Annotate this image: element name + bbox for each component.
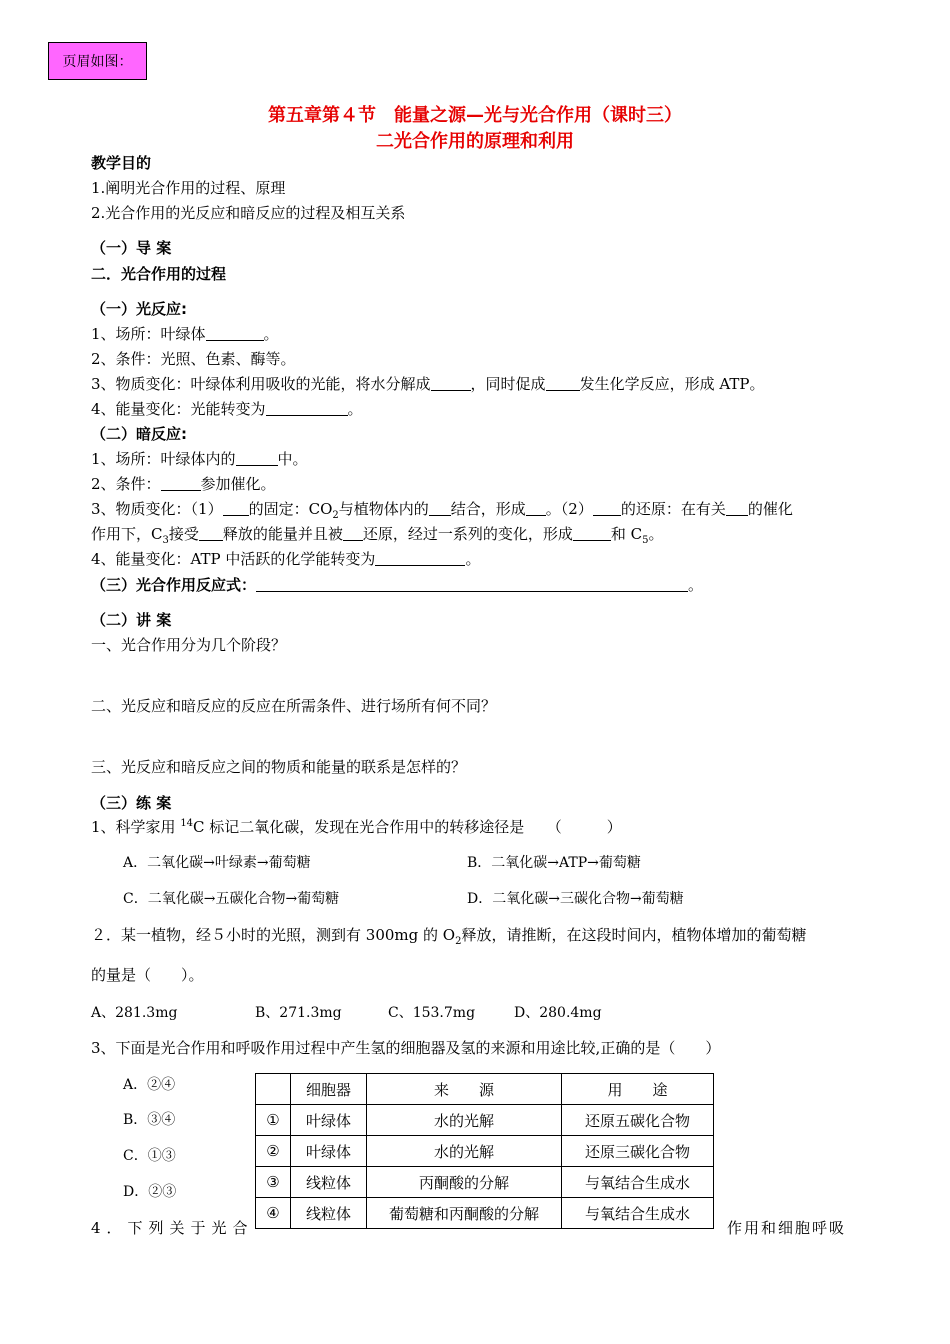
lecture-question: 三、光反应和暗反应之间的物质和能量的联系是怎样的？ [91, 758, 467, 776]
text: 与植物体内的 [338, 500, 429, 518]
table-cell: 线粒体 [291, 1198, 367, 1229]
table-header-cell: 来 源 [367, 1074, 562, 1105]
comparison-table [255, 1073, 714, 1229]
blank [223, 500, 249, 516]
lecture-question: 二、光反应和暗反应的反应在所需条件、进行场所有何不同？ [91, 697, 497, 715]
table-cell: ① [256, 1105, 291, 1136]
option-a: A、281.3mg [91, 1005, 178, 1021]
text: 参加催化。 [200, 475, 276, 493]
table-header-cell: 细胞器 [291, 1074, 367, 1105]
text: 2、条件： [91, 475, 161, 493]
option-d: D、280.4mg [514, 1005, 602, 1021]
text: ，同时促成 [470, 375, 546, 393]
blank [343, 525, 363, 541]
question-4-left: 4．下列关于光合 [91, 1219, 254, 1237]
blank [266, 400, 348, 416]
text: 1、场所：叶绿体 [91, 325, 206, 343]
table-cell: 水的光解 [367, 1105, 562, 1136]
blank [593, 500, 621, 516]
text: 3、物质变化：叶绿体利用吸收的光能，将水分解成 [91, 375, 431, 393]
text: 结合，形成 [450, 500, 526, 518]
blank [431, 375, 471, 391]
text: （三）光合作用反应式： [91, 576, 257, 594]
lecture-heading: （二）讲 案 [91, 611, 172, 629]
question-1 [91, 816, 622, 837]
text: 释放的能量并且被 [222, 525, 343, 543]
lecture-question: 一、光合作用分为几个阶段？ [91, 636, 287, 654]
goal-item: 2.光合作用的光反应和暗反应的过程及相互关系 [91, 204, 406, 222]
blank [256, 576, 688, 592]
section-heading: 二．光合作用的过程 [91, 265, 227, 283]
light-line-4 [91, 398, 363, 419]
blank [199, 525, 223, 541]
table-cell: 还原三碳化合物 [562, 1136, 714, 1167]
text: 。 [648, 525, 664, 543]
equation-line [91, 574, 703, 595]
table-cell: 丙酮酸的分解 [367, 1167, 562, 1198]
option-a: A．②④ [123, 1077, 176, 1093]
dark-line-2 [91, 473, 276, 494]
option-d: D．②③ [123, 1184, 177, 1200]
header-box: 页眉如图： [48, 42, 147, 80]
table-row [256, 1167, 714, 1198]
blank [206, 325, 264, 341]
question-3: 3、下面是光合作用和呼吸作用过程中产生氢的细胞器及氢的来源和用途比较,正确的是（ ） [91, 1039, 721, 1057]
subscript: 2 [332, 510, 339, 521]
text: 接受 [168, 525, 199, 543]
table-header-row [256, 1074, 714, 1105]
page-title: 第五章第４节 能量之源—光与光合作用（课时三） [268, 105, 682, 126]
question-4-right: 作用和细胞呼吸 [727, 1219, 847, 1237]
option-b: B、271.3mg [255, 1005, 342, 1021]
option-d: D．二氧化碳→三碳化合物→葡萄糖 [467, 891, 684, 907]
light-reaction-heading: （一）光反应: [91, 300, 187, 318]
text: 作用下，C [91, 525, 163, 543]
subscript: 3 [162, 535, 169, 546]
table-cell: 水的光解 [367, 1136, 562, 1167]
text: 。 [688, 576, 704, 594]
text: 。（2） [545, 500, 593, 518]
option-a: A．二氧化碳→叶绿素→葡萄糖 [123, 855, 311, 871]
light-line-3 [91, 373, 764, 394]
table-row [256, 1136, 714, 1167]
text: 还原，经过一系列的变化，形成 [362, 525, 573, 543]
table-cell: ④ [256, 1198, 291, 1229]
text: 1、科学家用 [91, 818, 181, 836]
blank [161, 475, 201, 491]
table-cell: 还原五碳化合物 [562, 1105, 714, 1136]
table-cell: 叶绿体 [291, 1105, 367, 1136]
text: 1、场所：叶绿体内的 [91, 450, 236, 468]
option-b: B．二氧化碳→ATP→葡萄糖 [467, 855, 641, 871]
text: C 标记二氧化碳，发现在光合作用中的转移途径是 （ ） [193, 818, 622, 836]
practice-heading: （三）练 案 [91, 794, 172, 812]
text: 。 [263, 325, 279, 343]
text: 的固定：CO [248, 500, 333, 518]
subscript: 2 [455, 936, 462, 947]
subscript: 5 [642, 535, 649, 546]
table-cell: 叶绿体 [291, 1136, 367, 1167]
blank [546, 375, 580, 391]
question-2-line-2: 的量是（ ）。 [91, 966, 204, 984]
table-header-cell: 用 途 [562, 1074, 714, 1105]
light-line-1 [91, 323, 279, 344]
blank [726, 500, 748, 516]
guide-heading: （一）导 案 [91, 239, 172, 257]
text: 。 [465, 550, 481, 568]
option-c: C．①③ [123, 1148, 176, 1164]
page-subtitle: 二光合作用的原理和利用 [376, 131, 574, 152]
dark-reaction-heading: （二）暗反应: [91, 425, 187, 443]
blank [429, 500, 451, 516]
option-c: C．二氧化碳→五碳化合物→葡萄糖 [123, 891, 340, 907]
text: 4、能量变化：ATP 中活跃的化学能转变为 [91, 550, 376, 568]
dark-line-1 [91, 448, 308, 469]
option-b: B．③④ [123, 1112, 176, 1128]
text: 。 [347, 400, 363, 418]
blank [236, 450, 278, 466]
table-cell: ② [256, 1136, 291, 1167]
superscript: 14 [180, 818, 194, 829]
blank [375, 550, 465, 566]
text: 中。 [277, 450, 308, 468]
text: 的还原：在有关 [620, 500, 726, 518]
table-cell: 葡萄糖和丙酮酸的分解 [367, 1198, 562, 1229]
table-cell: ③ [256, 1167, 291, 1198]
light-line-2: 2、条件：光照、色素、酶等。 [91, 350, 296, 368]
text: ２．某一植物，经５小时的光照，测到有 300mg 的 O [91, 926, 456, 944]
text: 4、能量变化：光能转变为 [91, 400, 266, 418]
goals-heading: 教学目的 [91, 154, 152, 172]
text: 的催化 [747, 500, 793, 518]
table-row [256, 1198, 714, 1229]
option-c: C、153.7mg [388, 1005, 476, 1021]
table-cell: 与氧结合生成水 [562, 1167, 714, 1198]
dark-line-3b [91, 523, 664, 546]
text: 3、物质变化：（1） [91, 500, 223, 518]
text: 释放，请推断，在这段时间内，植物体增加的葡萄糖 [461, 926, 807, 944]
table-cell: 与氧结合生成水 [562, 1198, 714, 1229]
dark-line-4 [91, 548, 480, 569]
goal-item: 1.阐明光合作用的过程、原理 [91, 179, 286, 197]
blank [526, 500, 546, 516]
text: 发生化学反应，形成 ATP。 [579, 375, 765, 393]
table-cell: 线粒体 [291, 1167, 367, 1198]
table-row [256, 1105, 714, 1136]
dark-line-3 [91, 498, 793, 521]
blank [573, 525, 611, 541]
question-2 [91, 924, 806, 947]
table-header-cell [256, 1074, 291, 1105]
text: 和 C [610, 525, 643, 543]
